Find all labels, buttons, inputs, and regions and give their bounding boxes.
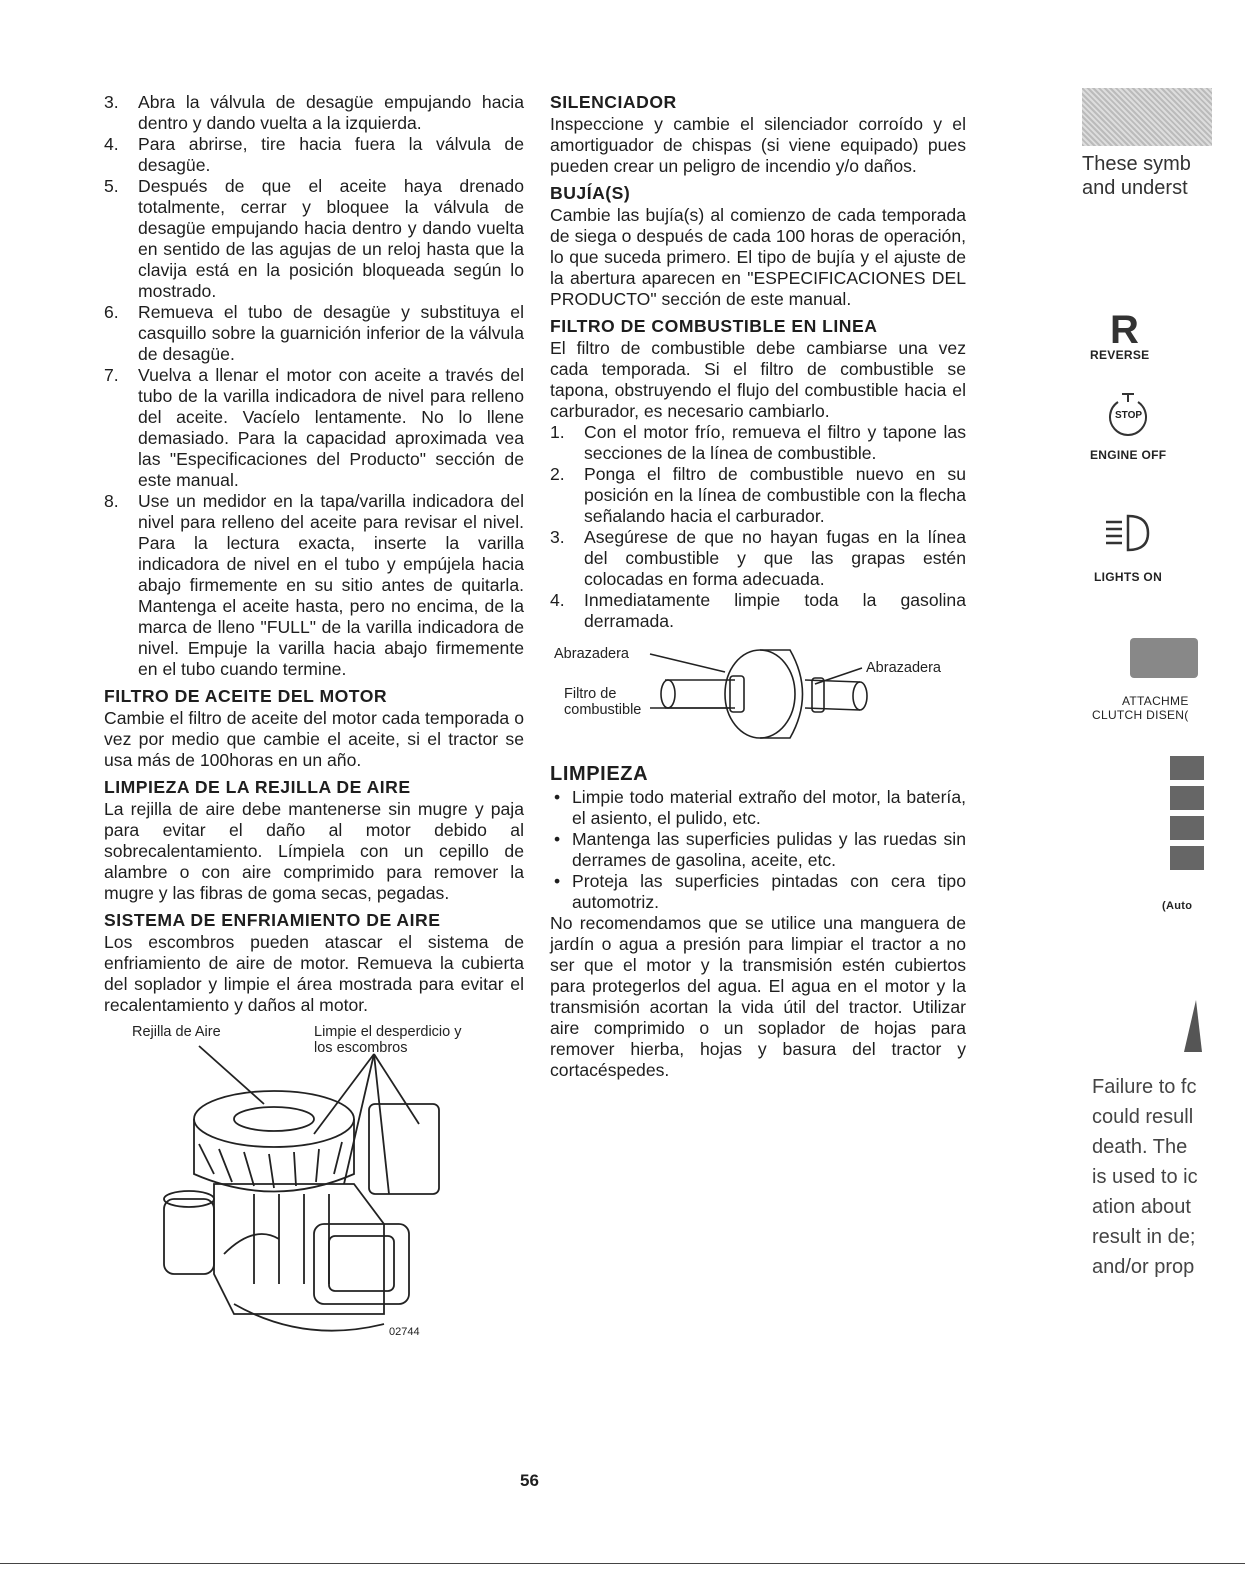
right-partial-column	[1070, 88, 1245, 1488]
grille-heading: LIMPIEZA DE LA REJILLA DE AIRE	[104, 777, 411, 797]
list-item: 3. Abra la válvula de desagüe empujando hacia dentro y dando vuelta a la izquierda.	[104, 92, 524, 133]
muffler-text: Inspeccione y cambie el silenciador corroído y el amortiguador de chispas (si viene equipado) pues pueden crear un peligro de incendio y/o daños.	[550, 114, 966, 176]
cooling-heading: SISTEMA DE ENFRIAMIENTO DE AIRE	[104, 910, 441, 930]
reverse-icon: R	[1110, 308, 1139, 352]
list-item: 6. Remueva el tubo de desagüe y substituya el casquillo sobre la guarnición inferior de la válvula de desagüe.	[104, 302, 524, 364]
list-item: 5. Después de que el aceite haya drenado totalmente, cerrar y bloquee la válvula de desagüe empujando hacia dentro y dando vuelta en sentido de las agujas de un reloj hasta que la clavija está en la posición bloqueada según lo mostrado.	[104, 176, 524, 301]
fuel-filter-figure	[550, 640, 966, 752]
warning-text: Failure to fc could resull death. The is used to ic ation about result in de; and/or prop	[1092, 1076, 1198, 1278]
oil-filter-heading: FILTRO DE ACEITE DEL MOTOR	[104, 686, 388, 706]
lights-on-icon	[1102, 508, 1152, 563]
fig-label-filter-2: combustible	[564, 702, 642, 718]
symbol-block-icon	[1170, 846, 1204, 870]
fig-code: 02744	[389, 1326, 420, 1338]
attachment-clutch-icon	[1130, 638, 1198, 678]
fig-label-clamp-right: Abrazadera	[866, 660, 941, 676]
list-item: 4. Para abrirse, tire hacia fuera la válvula de desagüe.	[104, 134, 524, 175]
fig-label-clean-1: Limpie el desperdicio y	[314, 1024, 462, 1040]
fig-label-grille: Rejilla de Aire	[132, 1024, 221, 1040]
engine-off-label: ENGINE OFF	[1090, 448, 1167, 462]
left-column	[104, 92, 524, 1354]
oil-change-steps	[104, 92, 524, 680]
middle-column	[550, 92, 966, 1081]
list-item: • Proteja las superficies pintadas con cera tipo automotriz.	[554, 871, 966, 912]
fuel-filter-heading: FILTRO DE COMBUSTIBLE EN LINEA	[550, 316, 878, 336]
auto-label: (Auto	[1162, 900, 1193, 912]
cleaning-heading: LIMPIEZA	[550, 763, 649, 785]
symbol-block-icon	[1170, 816, 1204, 840]
list-item: 2. Ponga el filtro de combustible nuevo en su posición en la línea de combustible con la flecha señalando hacia el carburador.	[550, 464, 966, 526]
reverse-label: REVERSE	[1090, 348, 1150, 362]
engine-drawing	[104, 1024, 524, 1354]
fig-label-clean-2: los escombros	[314, 1040, 408, 1056]
attachment-label-1: ATTACHME	[1122, 694, 1189, 708]
list-item: • Mantenga las superficies pulidas y las ruedas sin derrames de gasolina, aceite, etc.	[554, 829, 966, 870]
fig-label-filter-1: Filtro de	[564, 686, 617, 702]
cleaning-bullets	[550, 787, 966, 913]
page-number: 56	[520, 1471, 539, 1490]
stop-glyph: STOP	[1115, 410, 1143, 421]
spark-plug-heading: BUJÍA(S)	[550, 183, 631, 203]
attachment-label-2: CLUTCH DISEN(	[1092, 708, 1189, 722]
bottom-rule	[0, 1563, 1245, 1564]
list-item: 3. Asegúrese de que no hayan fugas en la línea del combustible y que las grapas estén colocadas en forma adecuada.	[550, 527, 966, 589]
shaded-banner	[1082, 88, 1212, 146]
symbol-block-icon	[1170, 756, 1204, 780]
symbol-block-icon	[1170, 786, 1204, 810]
engine-figure	[104, 1024, 524, 1354]
list-item: 1. Con el motor frío, remueva el filtro y tapone las secciones de la línea de combustible.	[550, 422, 966, 463]
intro-line-1: These symb	[1082, 153, 1191, 175]
cooling-text: Los escombros pueden atascar el sistema de enfriamiento de aire de motor. Remueva la cubierta del soplador y limpie el área mostrada para evitar el recalentamiento y daños al motor.	[104, 932, 524, 1015]
spark-plug-text: Cambie las bujía(s) al comienzo de cada temporada de siega o después de cada 100 horas de operación, lo que suceda primero. El tipo de bujía y el ajuste de la abertura aparecen en "ESPECIFICACIONES DEL PRODUCTO" sección de este manual.	[550, 205, 966, 309]
list-item: 7. Vuelva a llenar el motor con aceite a través del tubo de la varilla indicadora de nivel para relleno del aceite. Vacíelo lentamente. No lo llene demasiado. Para la capacidad aproximada vea las "Especificaciones del Producto" sección de este manual.	[104, 365, 524, 490]
fuel-filter-text: El filtro de combustible debe cambiarse una vez cada temporada. Si el filtro de combustible se tapona, obstruyendo el flujo del combustible hacia el carburador, es necesario cambiarlo.	[550, 338, 966, 421]
list-item: • Limpie todo material extraño del motor, la batería, el asiento, el pulido, etc.	[554, 787, 966, 828]
lights-on-label: LIGHTS ON	[1094, 570, 1163, 584]
fuel-filter-steps	[550, 422, 966, 632]
grille-text: La rejilla de aire debe mantenerse sin mugre y paja para evitar el daño al motor debido al sobrecalentamiento. Límpiela con un cepillo de alambre o con aire comprimido para remover la mugre y las fibras de goma secas, pegadas.	[104, 799, 524, 903]
engine-off-icon	[1106, 388, 1150, 438]
muffler-heading: SILENCIADOR	[550, 92, 677, 112]
cleaning-text: No recomendamos que se utilice una manguera de jardín o agua a presión para limpiar el tractor a no ser que el motor y la transmisión estén cubiertos para protegerlos del agua. El agua en el motor y la transmisión acortan la vida útil del tractor. Utilizar aire comprimido o un soplador de hojas para remover hierba, hojas y basura del tractor y cortacéspedes.	[550, 913, 966, 1080]
fig-label-clamp-left: Abrazadera	[554, 646, 629, 662]
intro-line-2: and underst	[1082, 177, 1188, 199]
list-item: 4. Inmediatamente limpie toda la gasolina derramada.	[550, 590, 966, 631]
warning-triangle-icon	[1182, 1000, 1202, 1057]
list-item: 8. Use un medidor en la tapa/varilla indicadora del nivel para relleno del aceite para revisar el nivel. Para la lectura exacta, inserte la varilla indicadora de nivel en el tubo y empújela hacia abajo firmemente en su sitio antes de quitarla. Mantenga el aceite hasta, pero no encima, de la marca de lleno "FULL" de la varilla indicadora de nivel. Empuje la varilla hacia abajo firmemente en el tubo cuando termine.	[104, 491, 524, 679]
oil-filter-text: Cambie el filtro de aceite del motor cada temporada o vez por medio que cambie el aceite, si el tractor se usa más de 100horas en un año.	[104, 708, 524, 770]
